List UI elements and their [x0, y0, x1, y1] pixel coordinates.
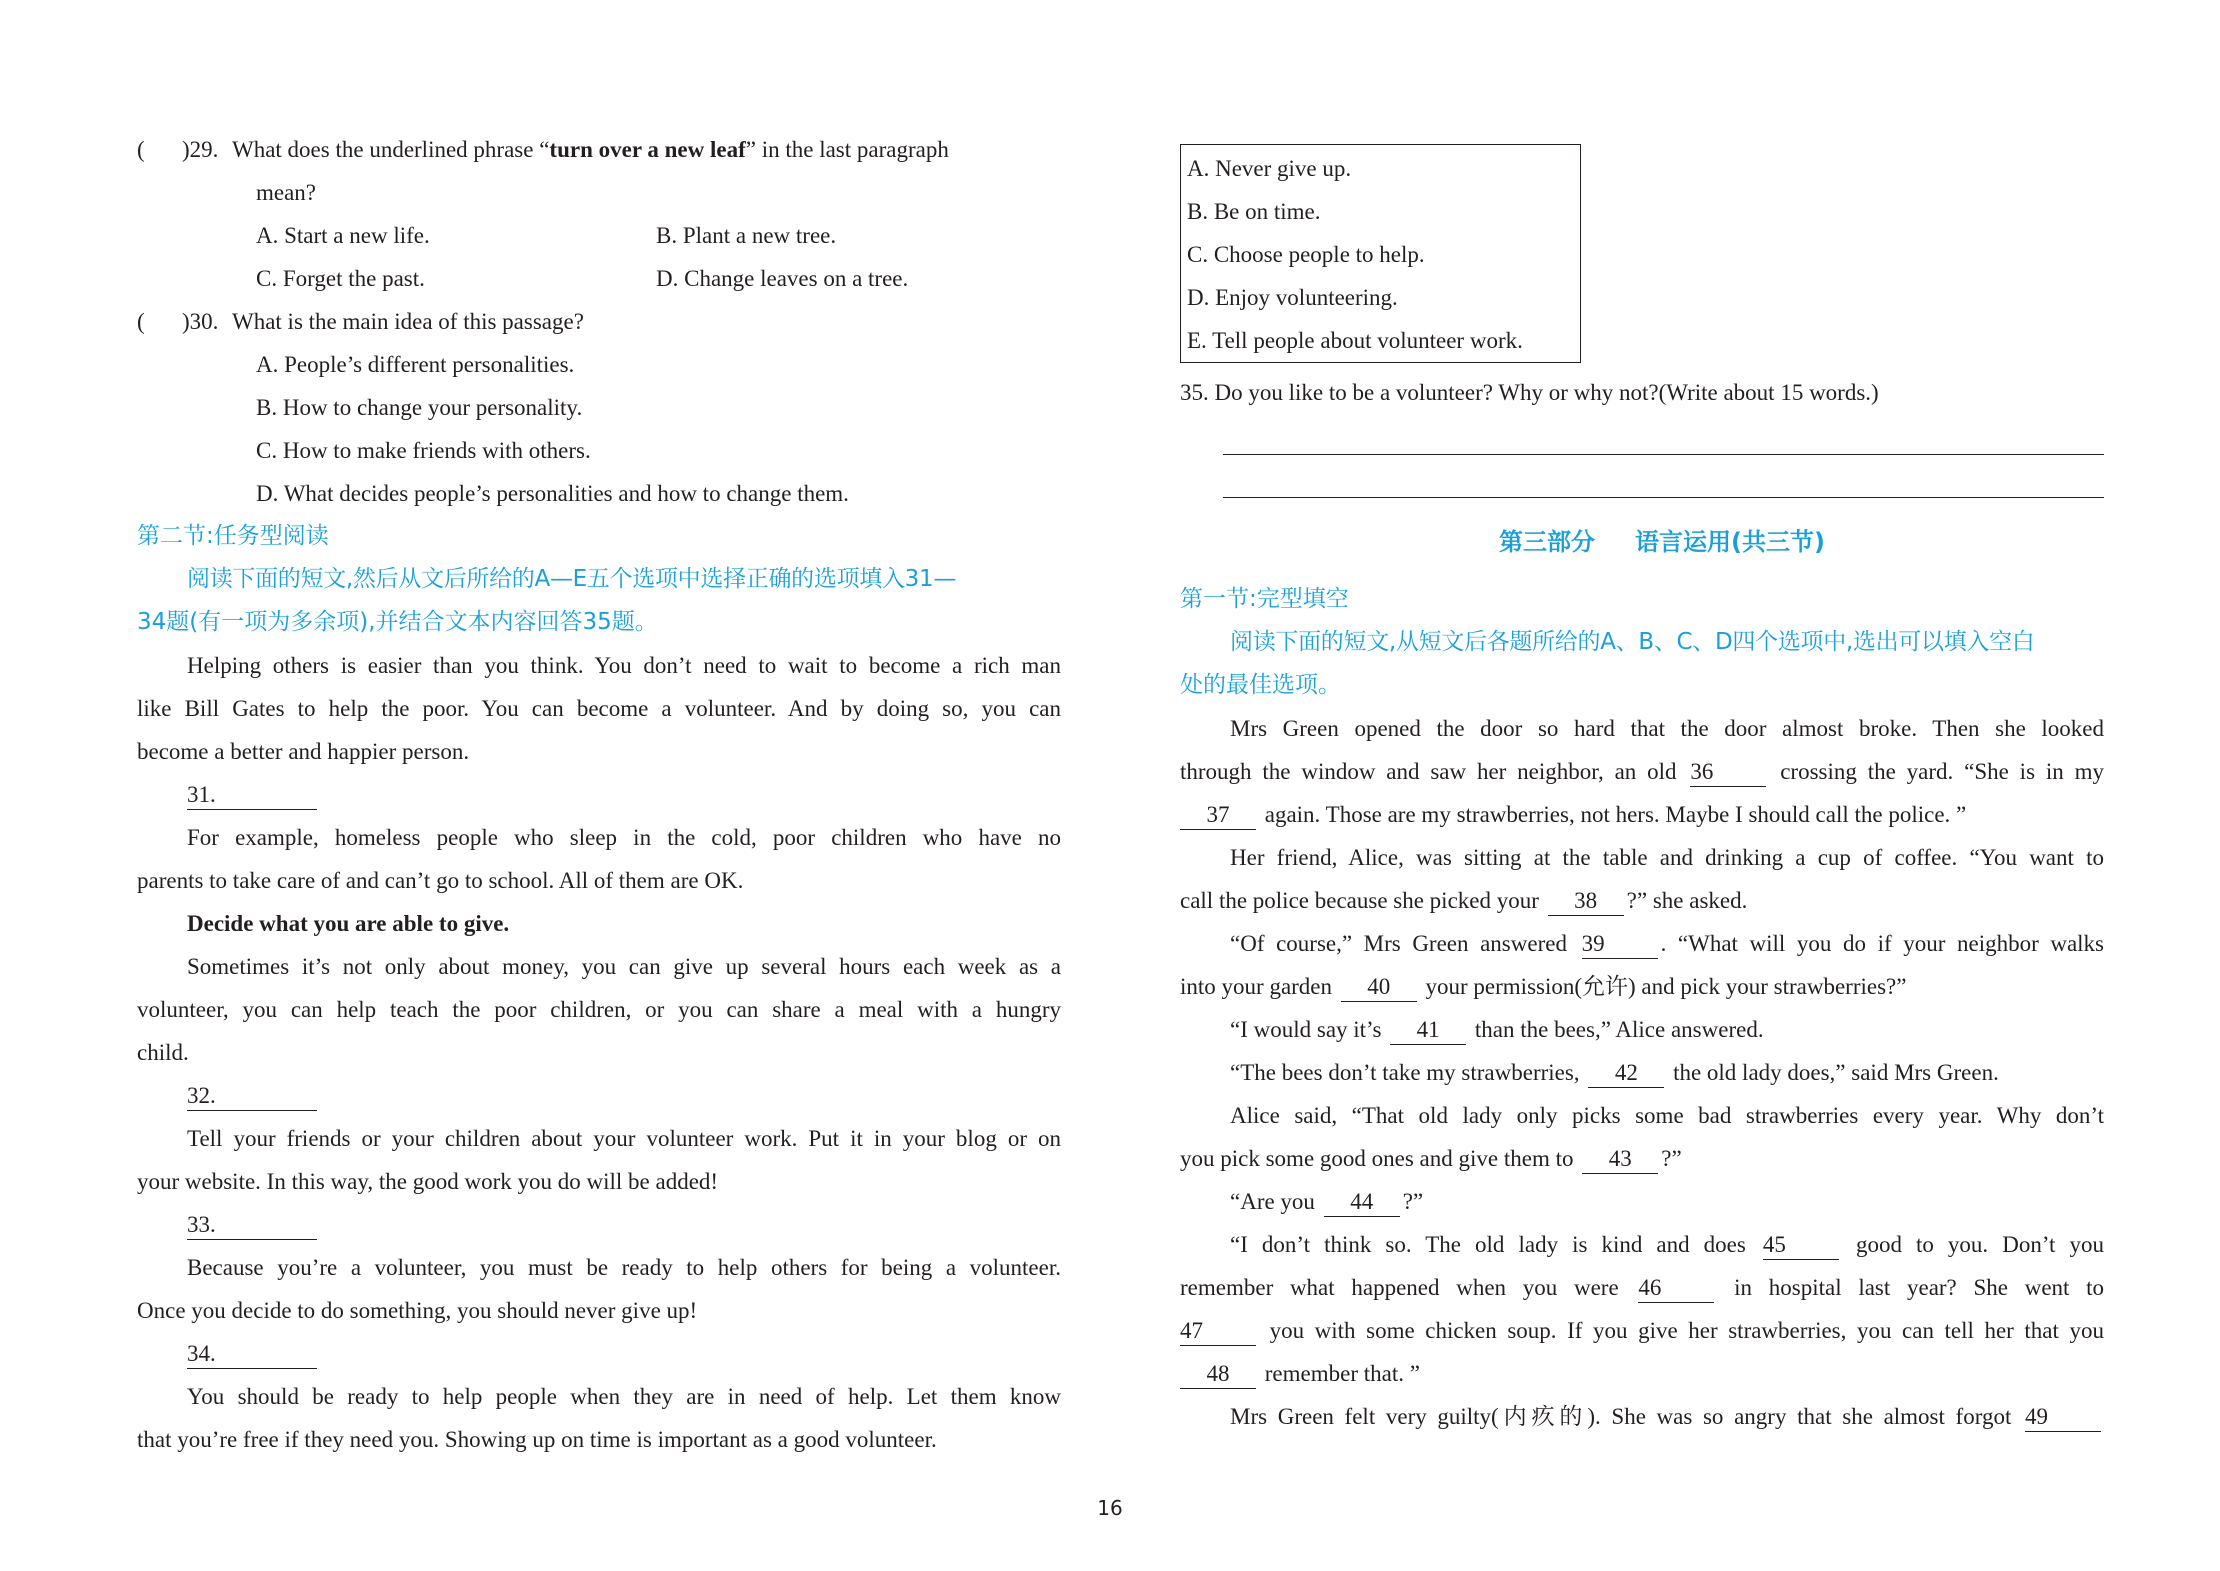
paragraph-line: into your garden 40 your permission(允许) and pick your strawberries?” — [1180, 965, 2104, 1008]
section-instructions-cont: 处的最佳选项。 — [1180, 672, 1341, 698]
options-row — [137, 214, 1061, 257]
underlined-phrase: turn over a new leaf — [549, 137, 746, 162]
paragraph-line: volunteer, you can help teach the poor children, or you can share a meal with a hungry — [137, 997, 1061, 1022]
left-column — [137, 128, 1061, 1461]
cloze-blank-41[interactable]: 41 — [1390, 1016, 1466, 1045]
box-option-d: D. Enjoy volunteering. — [1187, 285, 1398, 310]
paragraph-line: “Are you 44 ?” — [1180, 1180, 2104, 1223]
paragraph-line: For example, homeless people who sleep in the cold, poor children who have no — [187, 825, 1061, 850]
paragraph-line: Her friend, Alice, was sitting at the table and drinking a cup of coffee. “You want to — [1230, 845, 2104, 870]
option-b[interactable]: B. How to change your personality. — [256, 395, 583, 420]
paragraph-line: Helping others is easier than you think. You don’t need to wait to become a rich man — [187, 653, 1061, 678]
cloze-blank-38[interactable]: 38 — [1548, 887, 1624, 916]
answer-paren[interactable]: ( — [137, 137, 145, 162]
option-d[interactable]: D. What decides people’s personalities and how to change them. — [256, 481, 849, 506]
paragraph-line: Mrs Green felt very guilty(内疚的). She was so angry that she almost forgot 49 — [1180, 1395, 2104, 1438]
paragraph-line: your website. In this way, the good work you do will be added! — [137, 1169, 719, 1194]
cloze-blank-36[interactable]: 36 — [1690, 758, 1766, 787]
writing-line[interactable] — [1223, 457, 2104, 498]
question-35: 35. Do you like to be a volunteer? Why or why not?(Write about 15 words.) — [1180, 380, 1879, 405]
part-heading: 第三部分 语言运用(共三节) — [1499, 528, 1825, 556]
writing-line[interactable] — [1223, 414, 2104, 455]
paragraph-line: Tell your friends or your children about your volunteer work. Put it in your blog or on — [187, 1126, 1061, 1151]
answer-blank-32[interactable]: 32. — [137, 1074, 1061, 1117]
paragraph-line: Mrs Green opened the door so hard that the door almost broke. Then she looked — [1230, 716, 2104, 741]
question-number: )29. — [182, 137, 219, 162]
section-instructions-cont: 34题(有一项为多余项),并结合文本内容回答35题。 — [137, 609, 658, 635]
cloze-blank-47[interactable]: 47 — [1180, 1317, 1256, 1346]
option-c[interactable]: C. How to make friends with others. — [256, 438, 591, 463]
cloze-blank-42[interactable]: 42 — [1588, 1059, 1664, 1088]
cloze-blank-46[interactable]: 46 — [1638, 1274, 1714, 1303]
cloze-blank-49[interactable]: 49 — [2025, 1403, 2101, 1432]
paragraph-line: 47 you with some chicken soup. If you give her strawberries, you can tell her that you — [1180, 1309, 2104, 1352]
box-option-a: A. Never give up. — [1187, 156, 1352, 181]
page-number: 16 — [1097, 1496, 1123, 1520]
paragraph-line: “Of course,” Mrs Green answered 39 . “What will you do if your neighbor walks — [1180, 922, 2104, 965]
option-d[interactable]: D. Change leaves on a tree. — [656, 266, 909, 291]
paragraph-line: “The bees don’t take my strawberries, 42 the old lady does,” said Mrs Green. — [1180, 1051, 2104, 1094]
box-option-b: B. Be on time. — [1187, 199, 1321, 224]
options-box — [1180, 144, 1581, 363]
option-c[interactable]: C. Forget the past. — [256, 266, 425, 291]
section-title: 第一节:完型填空 — [1180, 586, 1349, 612]
paragraph-line: Sometimes it’s not only about money, you can give up several hours each week as a — [187, 954, 1061, 979]
paragraph-line: child. — [137, 1040, 189, 1065]
answer-blank-34[interactable]: 34. — [137, 1332, 1061, 1375]
question-text-cont: mean? — [256, 180, 317, 205]
cloze-blank-39[interactable]: 39 — [1582, 930, 1658, 959]
question-29 — [137, 128, 1061, 171]
section-title: 第二节:任务型阅读 — [137, 523, 329, 549]
paragraph-line: remember what happened when you were 46 in hospital last year? She went to — [1180, 1266, 2104, 1309]
cloze-blank-43[interactable]: 43 — [1582, 1145, 1658, 1174]
paragraph-line: call the police because she picked your 38 ?” she asked. — [1180, 879, 2104, 922]
question-text: What does the underlined phrase “turn over a new leaf” in the last paragraph — [232, 137, 949, 162]
paragraph-line: Alice said, “That old lady only picks some bad strawberries every year. Why don’t — [1230, 1103, 2104, 1128]
section-instructions: 阅读下面的短文,从短文后各题所给的A、B、C、D四个选项中,选出可以填入空白 — [1230, 629, 2035, 655]
cloze-blank-45[interactable]: 45 — [1763, 1231, 1839, 1260]
paragraph-line: Once you decide to do something, you should never give up! — [137, 1298, 698, 1323]
option-b[interactable]: B. Plant a new tree. — [656, 223, 837, 248]
cloze-blank-37[interactable]: 37 — [1180, 801, 1256, 830]
cloze-blank-40[interactable]: 40 — [1341, 973, 1417, 1002]
paragraph-line: “I don’t think so. The old lady is kind and does 45 good to you. Don’t you — [1180, 1223, 2104, 1266]
question-text: What is the main idea of this passage? — [232, 309, 584, 334]
paragraph-line: you pick some good ones and give them to 43 ?” — [1180, 1137, 2104, 1180]
right-column — [1180, 128, 2104, 1438]
answer-paren[interactable]: ( — [137, 309, 145, 334]
cloze-blank-44[interactable]: 44 — [1324, 1188, 1400, 1217]
cloze-blank-48[interactable]: 48 — [1180, 1360, 1256, 1389]
box-option-c: C. Choose people to help. — [1187, 242, 1425, 267]
paragraph-line: become a better and happier person. — [137, 739, 470, 764]
paragraph-line: 37 again. Those are my strawberries, not hers. Maybe I should call the police. ” — [1180, 793, 2104, 836]
paragraph-line: “I would say it’s 41 than the bees,” Alice answered. — [1180, 1008, 2104, 1051]
option-a[interactable]: A. People’s different personalities. — [256, 352, 575, 377]
answer-blank-33[interactable]: 33. — [137, 1203, 1061, 1246]
question-30 — [137, 300, 1061, 343]
options-row — [137, 257, 1061, 300]
section-instructions: 阅读下面的短文,然后从文后所给的A—E五个选项中选择正确的选项填入31— — [187, 566, 957, 592]
paragraph-line: through the window and saw her neighbor, an old 36 crossing the yard. “She is in my — [1180, 750, 2104, 793]
paragraph-line: Because you’re a volunteer, you must be ready to help others for being a volunteer. — [187, 1255, 1061, 1280]
paragraph-line: You should be ready to help people when they are in need of help. Let them know — [187, 1384, 1061, 1409]
paragraph-line: that you’re free if they need you. Showing up on time is important as a good volunteer. — [137, 1427, 937, 1452]
paragraph-line: 48 remember that. ” — [1180, 1352, 2104, 1395]
question-number: )30. — [182, 309, 219, 334]
option-a[interactable]: A. Start a new life. — [256, 223, 430, 248]
paragraph-line: like Bill Gates to help the poor. You can become a volunteer. And by doing so, you can — [137, 696, 1061, 721]
bold-heading: Decide what you are able to give. — [187, 911, 510, 936]
paragraph-line: parents to take care of and can’t go to school. All of them are OK. — [137, 868, 744, 893]
answer-blank-31[interactable]: 31. — [137, 773, 1061, 816]
box-option-e: E. Tell people about volunteer work. — [1187, 328, 1523, 353]
